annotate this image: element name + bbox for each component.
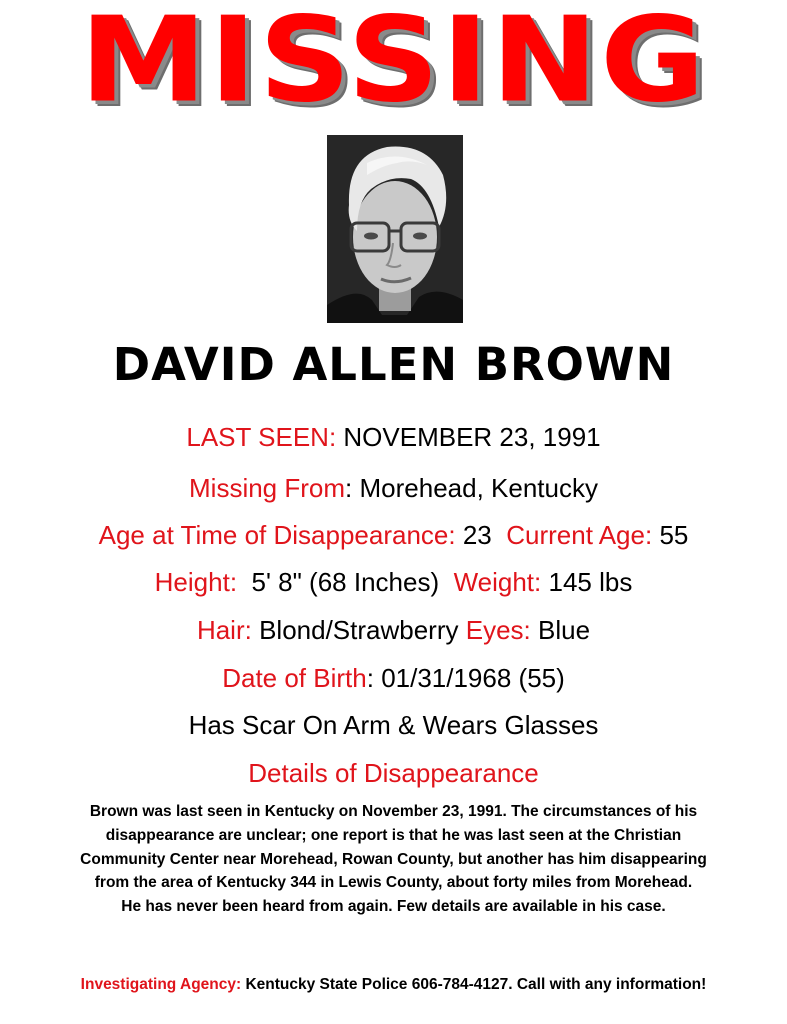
portrait-photo — [327, 135, 463, 323]
agency-line — [0, 975, 787, 995]
age-label: Age at Time of Disappearance: — [98, 520, 456, 550]
weight-label: Weight: — [453, 567, 542, 597]
hair-value: Blond/Strawberry — [259, 615, 459, 645]
current-age-label: Current Age: — [506, 520, 653, 550]
age-value: 23 — [462, 520, 492, 550]
dob-line — [0, 662, 787, 694]
hair-label: Hair: — [196, 615, 252, 645]
height-weight-line — [0, 566, 787, 598]
missing-from-separator: : — [345, 473, 353, 503]
dob-separator: : — [366, 663, 374, 693]
height-label: Height: — [154, 567, 238, 597]
eyes-value: Blue — [538, 615, 591, 645]
last-seen-label: LAST SEEN: — [186, 422, 337, 452]
missing-headline: MISSING — [79, 0, 708, 129]
hair-eyes-line — [0, 614, 787, 646]
dob-value: 01/31/1968 (55) — [381, 663, 565, 693]
details-line: He has never been heard from again. Few details are available in his case. — [121, 898, 666, 916]
dob-label: Date of Birth — [222, 663, 367, 693]
identifying-marks: Has Scar On Arm & Wears Glasses — [188, 710, 599, 740]
missing-from-label: Missing From — [189, 473, 346, 503]
details-line: disappearance are unclear; one report is that he was last seen at the Christian — [105, 826, 682, 844]
details-line: Community Center near Morehead, Rowan County, but another has him disappearing — [80, 850, 707, 868]
last-seen-value: NOVEMBER 23, 1991 — [343, 422, 601, 452]
eyes-label: Eyes: — [465, 615, 531, 645]
weight-value: 145 lbs — [548, 567, 633, 597]
last-seen-line — [0, 421, 787, 453]
agency-label: Investigating Agency: — [80, 976, 242, 993]
person-name: DAVID ALLEN BROWN — [112, 338, 675, 391]
details-heading: Details of Disappearance — [248, 758, 539, 788]
details-line: from the area of Kentucky 344 in Lewis County, about forty miles from Morehead. — [94, 874, 693, 892]
height-value: 5' 8" (68 Inches) — [251, 567, 440, 597]
missing-from-value: Morehead, Kentucky — [359, 473, 598, 503]
details-line: Brown was last seen in Kentucky on November 23, 1991. The circumstances of his — [89, 803, 698, 820]
current-age-value: 55 — [659, 520, 689, 550]
age-line — [0, 519, 787, 551]
details-text — [0, 800, 787, 919]
missing-from-line — [0, 472, 787, 504]
agency-contact: Kentucky State Police 606-784-4127. Call with any information! — [245, 976, 707, 993]
